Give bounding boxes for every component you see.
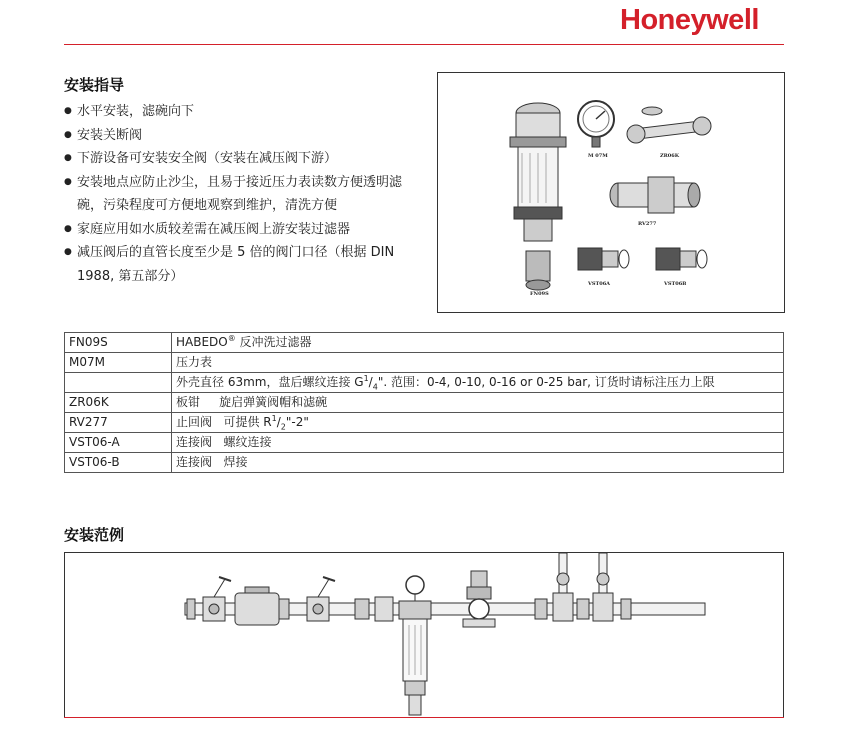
table-row: [65, 453, 784, 473]
part-desc: 外壳直径 63mm，盘后螺纹连接 $G^1/_4$". 范围：0-4, 0-10, 0-16 or 0-25 bar, 订货时请标注压力上限: [172, 373, 784, 393]
list-item: ● 家庭应用如水质较差需在减压阀上游安装过滤器: [64, 218, 416, 242]
connector-b-drawing: [656, 248, 707, 270]
label-connector-a: VST06A: [588, 281, 611, 287]
list-item: ● 下游设备可安装安全阀（安装在减压阀下游）: [64, 147, 416, 171]
parts-figure: [437, 72, 785, 313]
pressure-gauge-drawing: [578, 101, 614, 147]
part-code: ZR06K: [65, 393, 172, 413]
label-gauge: M 07M: [588, 153, 608, 159]
part-desc: 止回阀 可提供 $R^1/_2"-2$": [172, 413, 784, 433]
table-row: [65, 413, 784, 433]
label-filter: FN09S: [530, 291, 549, 297]
part-desc: HABEDO® 反冲洗过滤器: [172, 333, 784, 353]
label-check-valve: RV277: [638, 221, 657, 227]
table-row: [65, 373, 784, 393]
list-item: ● 安装地点应防止沙尘，且易于接近压力表读数方便透明滤碗，污染程度可方便地观察到维护，清洗方便: [64, 171, 416, 218]
header-divider: [64, 44, 784, 45]
filter-assembly: [399, 576, 431, 715]
part-desc: 压力表: [172, 353, 784, 373]
part-code: VST06-A: [65, 433, 172, 453]
part-desc: 连接阀 焊接: [172, 453, 784, 473]
parts-illustration: [438, 73, 784, 312]
install-example-figure: [64, 552, 784, 718]
honeywell-logo: Honeywell: [620, 4, 759, 36]
list-item: ● 减压阀后的直管长度至少是 5 倍的阀门口径（根据 DIN 1988, 第五部分）: [64, 241, 416, 288]
table-row: [65, 333, 784, 353]
wrench-drawing: [627, 107, 711, 143]
water-meter: [235, 587, 289, 625]
table-row: [65, 393, 784, 413]
part-code: VST06-B: [65, 453, 172, 473]
pressure-reducing-valve: [463, 571, 495, 627]
footer-divider: [64, 717, 784, 718]
install-example-title: 安装范例: [64, 526, 125, 544]
filter-drawing: [510, 103, 566, 290]
label-wrench: ZR06K: [660, 153, 680, 159]
list-item: ● 水平安装，滤碗向下: [64, 100, 416, 124]
list-item: ● 安装关断阀: [64, 124, 416, 148]
install-guide-title: 安装指导: [64, 76, 125, 94]
part-code: RV277: [65, 413, 172, 433]
part-desc: 连接阀 螺纹连接: [172, 433, 784, 453]
part-desc: 板钳 旋启弹簧阀帽和滤碗: [172, 393, 784, 413]
part-code: [65, 373, 172, 393]
label-connector-b: VST06B: [664, 281, 687, 287]
check-valve-drawing: [610, 177, 700, 213]
install-guide-list: [64, 100, 416, 288]
part-code: M07M: [65, 353, 172, 373]
parts-table: [64, 332, 784, 473]
connector-a-drawing: [578, 248, 629, 270]
table-row: [65, 353, 784, 373]
installation-diagram: [65, 553, 783, 717]
table-row: [65, 433, 784, 453]
part-code: FN09S: [65, 333, 172, 353]
